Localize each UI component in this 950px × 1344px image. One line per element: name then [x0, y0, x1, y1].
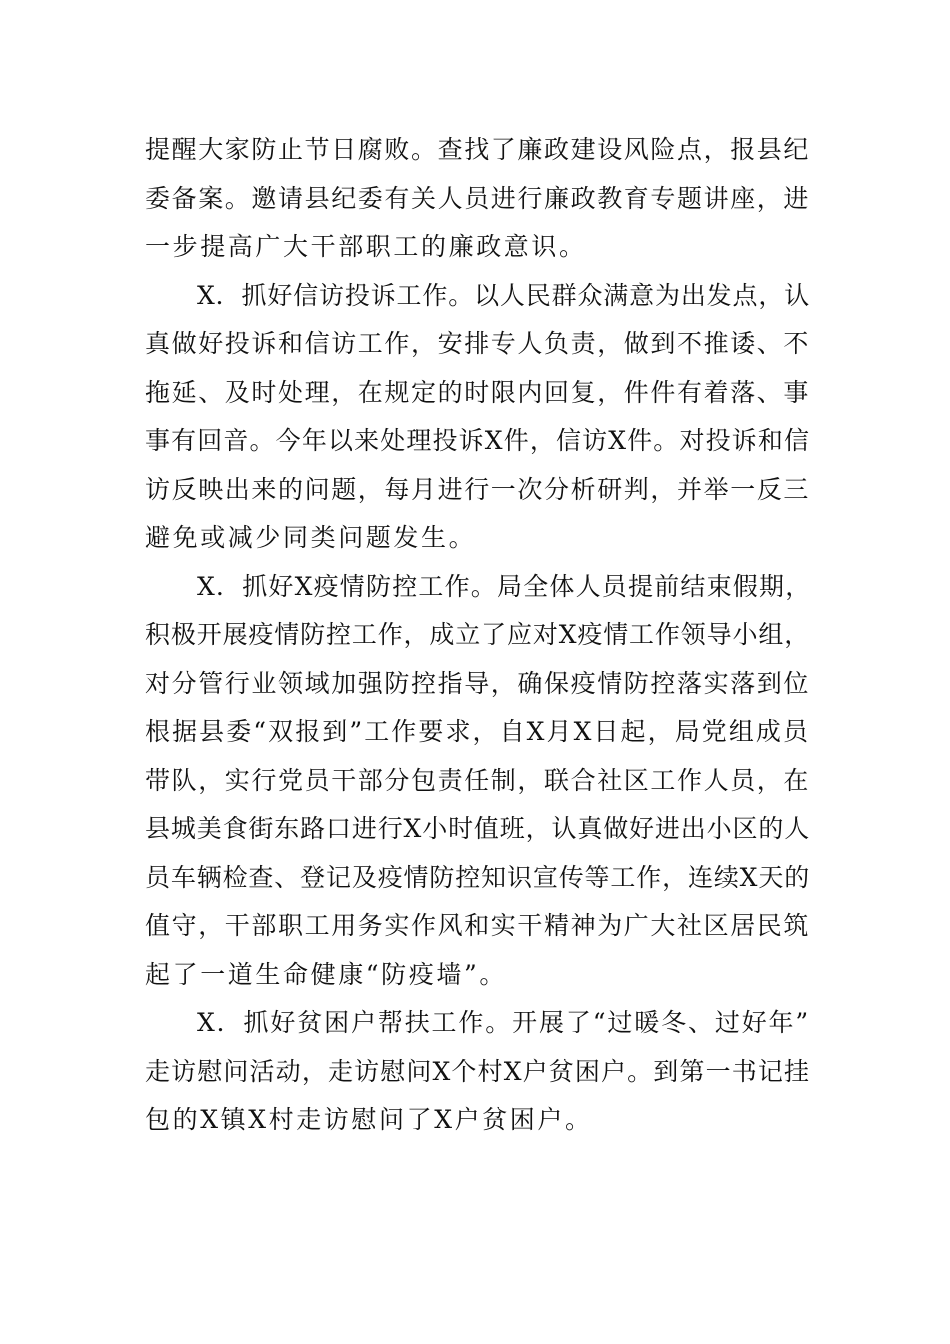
- text-line: 根据县委“双报到”工作要求，自X月X日起，局党组成员: [145, 717, 810, 746]
- paragraph-start-line: X．抓好X疫情防控工作。局全体人员提前结束假期，: [197, 571, 812, 601]
- text-line: 一步提高广大干部职工的廉政意识。: [145, 232, 587, 261]
- text-line: 委备案。邀请县纪委有关人员进行廉政教育专题讲座，进: [145, 183, 811, 213]
- text-line: 走访慰问活动，走访慰问X个村X户贫困户。到第一书记挂: [145, 1056, 810, 1086]
- text-line: 事有回音。今年以来处理投诉X件，信访X件。对投诉和信: [145, 426, 810, 455]
- text-line: 起了一道生命健康“防疫墙”。: [145, 959, 507, 989]
- text-line: 访反映出来的问题，每月进行一次分析研判，并举一反三: [145, 474, 811, 504]
- text-line: 积极开展疫情防控工作，成立了应对X疫情工作领导小组，: [145, 620, 810, 649]
- text-line: 员车辆检查、登记及疫情防控知识宣传等工作，连续X天的: [145, 862, 810, 892]
- text-line: 带队，实行党员干部分包责任制，联合社区工作人员，在: [145, 765, 811, 795]
- paragraph-start-line: X．抓好信访投诉工作。以人民群众满意为出发点，认: [197, 280, 810, 310]
- body-text: [145, 126, 810, 1145]
- text-line: 真做好投诉和信访工作，安排专人负责，做到不推诿、不: [145, 329, 811, 358]
- text-line: 拖延、及时处理，在规定的时限内回复，件件有着落、事: [145, 377, 811, 407]
- text-line: 县城美食街东路口进行X小时值班，认真做好进出小区的人: [145, 814, 810, 843]
- text-line: 避免或减少同类问题发生。: [145, 523, 477, 552]
- text-line: 提醒大家防止节日腐败。查找了廉政建设风险点，报县纪: [145, 135, 811, 164]
- text-line: 包的X镇X村走访慰问了X户贫困户。: [145, 1105, 593, 1134]
- text-line: 值守，干部职工用务实作风和实干精神为广大社区居民筑: [145, 911, 811, 940]
- text-line: 对分管行业领域加强防控指导，确保疫情防控落实落到位: [145, 668, 811, 698]
- paragraph-start-line: X．抓好贫困户帮扶工作。开展了“过暖冬、过好年”: [197, 1008, 810, 1037]
